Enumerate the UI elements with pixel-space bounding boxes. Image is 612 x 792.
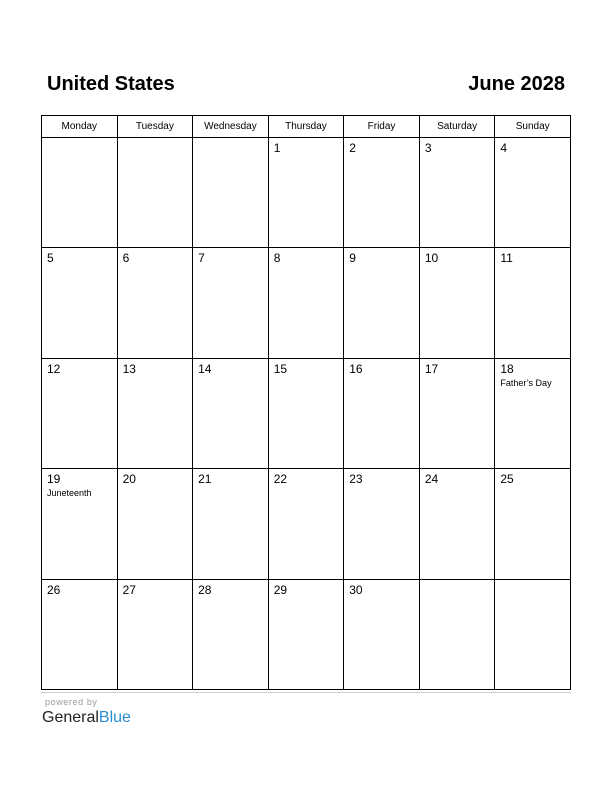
day-number: 16 [349, 361, 363, 376]
day-number: 7 [198, 251, 205, 266]
day-cell [117, 138, 193, 248]
day-number: 1 [273, 141, 281, 155]
day-number: 17 [424, 361, 439, 376]
day-cell [344, 138, 420, 248]
day-cell [419, 138, 495, 248]
generalblue-logo[interactable] [42, 708, 131, 728]
day-number: 8 [273, 251, 281, 266]
day-number: 19 [47, 472, 61, 487]
month-year-title: June 2028 [468, 73, 565, 95]
week-row [42, 358, 571, 468]
day-number: 9 [349, 251, 356, 266]
week-row [42, 469, 571, 579]
day-number: 14 [198, 361, 212, 376]
day-cell [117, 469, 193, 579]
powered-by-text: powered by [45, 697, 98, 707]
day-cell [344, 358, 420, 468]
day-cell [193, 358, 269, 468]
footer-divider [41, 692, 571, 693]
day-cell [117, 579, 193, 689]
day-number: 22 [273, 472, 288, 487]
day-cell [268, 579, 344, 689]
day-cell [42, 358, 118, 468]
calendar-grid [41, 115, 571, 690]
day-cell [344, 469, 420, 579]
day-number: 18 [500, 361, 514, 376]
day-number: 3 [424, 141, 432, 155]
weekday-header: Saturday [419, 116, 495, 138]
day-cell [344, 579, 420, 689]
day-number: 26 [47, 582, 61, 597]
day-number: 6 [122, 251, 130, 266]
day-cell [495, 469, 571, 579]
day-cell [193, 138, 269, 248]
day-cell [193, 469, 269, 579]
day-number: 21 [198, 472, 212, 487]
day-number: 20 [122, 472, 136, 487]
day-cell [193, 579, 269, 689]
logo-text-general: General [42, 709, 99, 726]
day-number: 15 [273, 361, 288, 376]
day-number: 23 [349, 472, 363, 487]
day-cell [419, 248, 495, 358]
day-cell [495, 248, 571, 358]
logo-text-blue: Blue [98, 709, 131, 726]
day-cell [117, 248, 193, 358]
day-cell [117, 358, 193, 468]
day-number: 4 [500, 141, 508, 155]
weekday-header: Sunday [495, 116, 571, 138]
day-number: 30 [349, 582, 363, 597]
weekday-header: Monday [42, 116, 118, 138]
day-number: 29 [273, 582, 288, 597]
day-number: 28 [198, 582, 212, 597]
day-number: 12 [47, 361, 61, 376]
day-number: 13 [122, 361, 136, 376]
weekday-header: Friday [344, 116, 420, 138]
week-row [42, 248, 571, 358]
day-number: 11 [500, 251, 513, 266]
day-cell [344, 248, 420, 358]
day-number: 10 [424, 251, 439, 266]
day-cell [495, 138, 571, 248]
day-cell [42, 248, 118, 358]
day-cell [268, 469, 344, 579]
day-cell [419, 579, 495, 689]
day-cell [419, 469, 495, 579]
day-cell [495, 579, 571, 689]
day-number: 5 [47, 251, 54, 266]
day-cell [42, 579, 118, 689]
day-number: 27 [122, 582, 136, 597]
country-title: United States [47, 73, 175, 95]
day-cell [193, 248, 269, 358]
day-cell [268, 358, 344, 468]
day-cell [42, 469, 118, 579]
day-number: 2 [349, 141, 356, 155]
day-cell [268, 138, 344, 248]
day-cell [42, 138, 118, 248]
holiday-label: Father’s Day [500, 377, 552, 388]
week-row [42, 579, 571, 689]
day-cell [495, 358, 571, 468]
weekday-header: Wednesday [193, 116, 269, 138]
weekday-header-row [42, 116, 571, 138]
weekday-header: Tuesday [117, 116, 193, 138]
holiday-label: Juneteenth [47, 488, 92, 499]
week-row [42, 138, 571, 248]
weekday-header: Thursday [268, 116, 344, 138]
day-number: 24 [424, 472, 439, 487]
day-number: 25 [500, 472, 514, 487]
day-cell [268, 248, 344, 358]
day-cell [419, 358, 495, 468]
